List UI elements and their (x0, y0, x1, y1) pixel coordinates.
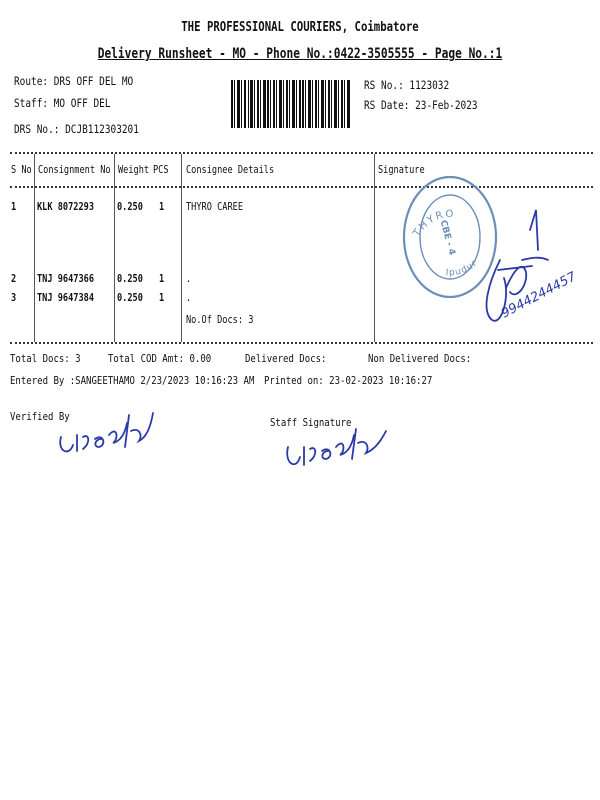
rs-date: RS Date: 23-Feb-2023 (364, 98, 478, 112)
company-title: THE PROFESSIONAL COURIERS, Coimbatore (181, 20, 419, 35)
no-of-docs: No.Of Docs: 3 (186, 314, 254, 326)
verified-by-label: Verified By (10, 410, 70, 423)
non-delivered-docs: Non Delivered Docs: (368, 352, 472, 365)
printed-on: Printed on: 23-02-2023 10:16:27 (264, 374, 433, 387)
col-divider (34, 154, 35, 342)
stamp-text-bottom: Ipudur (445, 258, 480, 279)
header-signature: Signature (378, 164, 425, 176)
row-consignee: THYRO CAREE (186, 201, 244, 213)
col-divider (374, 154, 375, 342)
stamp-text-top: THYRO (411, 208, 456, 239)
verifier-signature-image (55, 395, 155, 465)
row-weight: 0.250 (117, 201, 143, 213)
row-consignment: TNJ 9647366 (37, 273, 95, 285)
col-divider (181, 154, 182, 342)
header-weight: Weight (118, 164, 150, 176)
drs-number: DRS No.: DCJB112303201 (14, 122, 139, 136)
row-consignee: . (186, 273, 192, 285)
row-pcs: 1 (159, 273, 165, 285)
table-header-border (10, 186, 593, 188)
staff-signature-image (282, 425, 392, 480)
row-sno: 3 (11, 292, 17, 304)
row-consignment: TNJ 9647384 (37, 292, 95, 304)
staff-label: Staff: MO OFF DEL (14, 96, 111, 110)
rs-number: RS No.: 1123032 (364, 78, 450, 92)
row-pcs: 1 (159, 201, 165, 213)
runsheet-title: Delivery Runsheet - MO - Phone No.:0422-3505555 - Page No.:1 (97, 46, 503, 62)
row-pcs: 1 (159, 292, 165, 304)
route-label: Route: DRS OFF DEL MO (14, 74, 134, 88)
entered-by: Entered By :SANGEETHAMO 2/23/2023 10:16:23 AM (10, 374, 255, 387)
stamp-text-center: CBE - 4 (437, 219, 457, 257)
delivered-docs: Delivered Docs: (245, 352, 327, 365)
barcode-image (231, 80, 351, 128)
staff-signature-label: Staff Signature (270, 416, 352, 429)
header-pcs: PCS (153, 164, 169, 176)
table-bottom-border (10, 342, 593, 344)
row-sno: 2 (11, 273, 17, 285)
header-sno: S No (11, 164, 32, 176)
row-consignment: KLK 8072293 (37, 201, 95, 213)
total-cod: Total COD Amt: 0.00 (108, 352, 212, 365)
total-docs: Total Docs: 3 (10, 352, 81, 365)
row-weight: 0.250 (117, 273, 143, 285)
header-consignee: Consignee Details (186, 164, 275, 176)
header-consignment: Consignment No (38, 164, 111, 176)
recipient-signature-image (470, 200, 590, 340)
table-top-border (10, 152, 593, 154)
col-divider (114, 154, 115, 342)
row-weight: 0.250 (117, 292, 143, 304)
row-consignee: . (186, 292, 192, 304)
recipient-phone: 9944244457 (498, 269, 579, 322)
row-sno: 1 (11, 201, 17, 213)
